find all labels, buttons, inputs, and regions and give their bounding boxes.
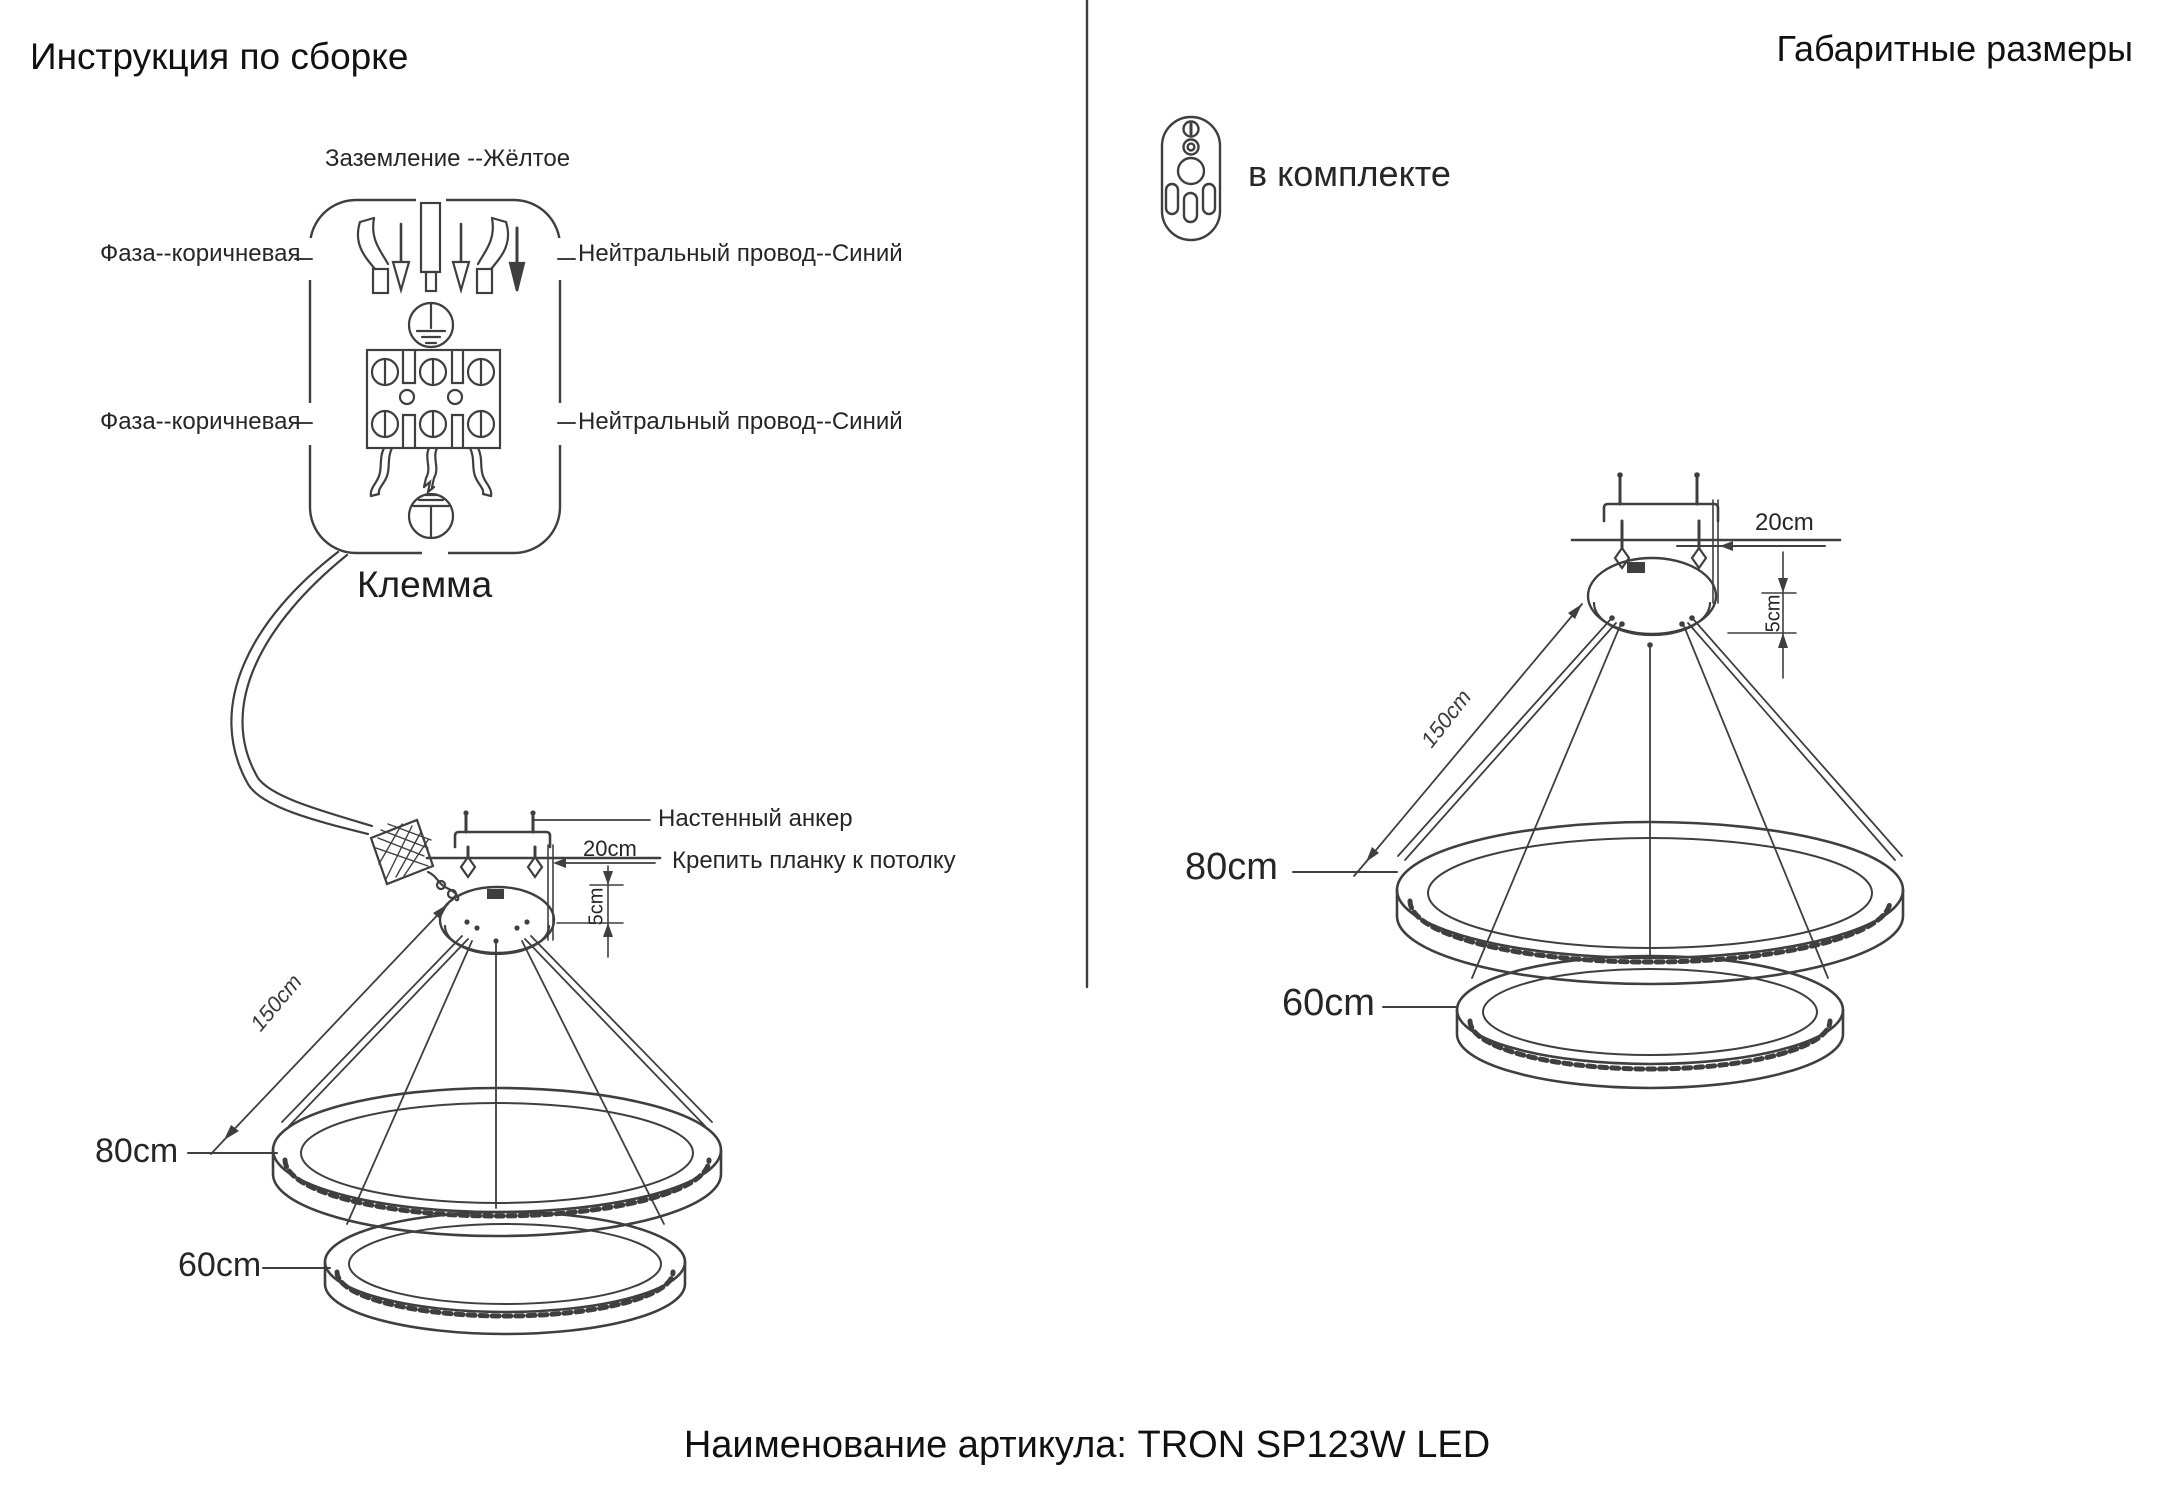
ground-symbol-top xyxy=(409,303,453,347)
incoming-wires xyxy=(358,203,524,293)
neutral-wire-label-2: Нейтральный провод--Синий xyxy=(578,408,903,435)
ceiling-plank-label: Крепить планку к потолку xyxy=(672,847,956,874)
terminal-diagram xyxy=(295,193,575,560)
screw-terminal-block xyxy=(367,350,500,448)
article-title: Наименование артикула: TRON SP123W LED xyxy=(683,1424,1491,1466)
terminal-caption: Клемма xyxy=(357,564,493,605)
suspension-cables-left xyxy=(282,936,712,1224)
outgoing-wires xyxy=(371,448,492,496)
canopy-left xyxy=(440,887,554,954)
mount-height-dim-right: 5cm xyxy=(1762,594,1785,633)
large-ring-dim-left: 80cm xyxy=(95,1132,179,1170)
ground-symbol-bottom xyxy=(409,494,453,538)
suspension-dim-right: 150cm xyxy=(1415,684,1477,753)
small-ring-dim-left: 60cm xyxy=(178,1246,262,1284)
ceiling-mount-left xyxy=(427,810,660,957)
wall-anchor-label: Настенный анкер xyxy=(658,805,853,832)
large-ring-dim-right: 80cm xyxy=(1185,846,1278,888)
junction-plate xyxy=(371,820,433,884)
suspension-cables-right xyxy=(1398,620,1902,978)
mount-height-dim-left: 5cm xyxy=(585,887,608,926)
ring-80-right xyxy=(1293,822,1903,984)
remote-control-icon xyxy=(1162,117,1220,240)
suspension-dim-left: 150cm xyxy=(245,969,307,1036)
ground-wire-label: Заземление --Жёлтое xyxy=(325,145,571,172)
phase-wire-label-2: Фаза--коричневая xyxy=(100,408,301,435)
suspension-dim-line-right xyxy=(1354,604,1582,876)
phase-wire-label-1: Фаза--коричневая xyxy=(100,240,301,267)
mount-width-dim-right: 20cm xyxy=(1755,509,1814,536)
coil-wire xyxy=(428,872,458,900)
neutral-wire-label-1: Нейтральный провод--Синий xyxy=(578,240,903,267)
page-title-right: Габаритные размеры xyxy=(1776,28,2133,69)
mount-width-dim-left: 20cm xyxy=(583,836,637,861)
small-ring-dim-right: 60cm xyxy=(1282,982,1375,1024)
suspension-dim-line-left xyxy=(211,904,448,1154)
ring-60-left xyxy=(263,1212,685,1334)
remote-included-caption: в комплекте xyxy=(1248,153,1451,194)
page-title-left: Инструкция по сборке xyxy=(30,36,409,77)
supply-cable xyxy=(231,552,372,834)
